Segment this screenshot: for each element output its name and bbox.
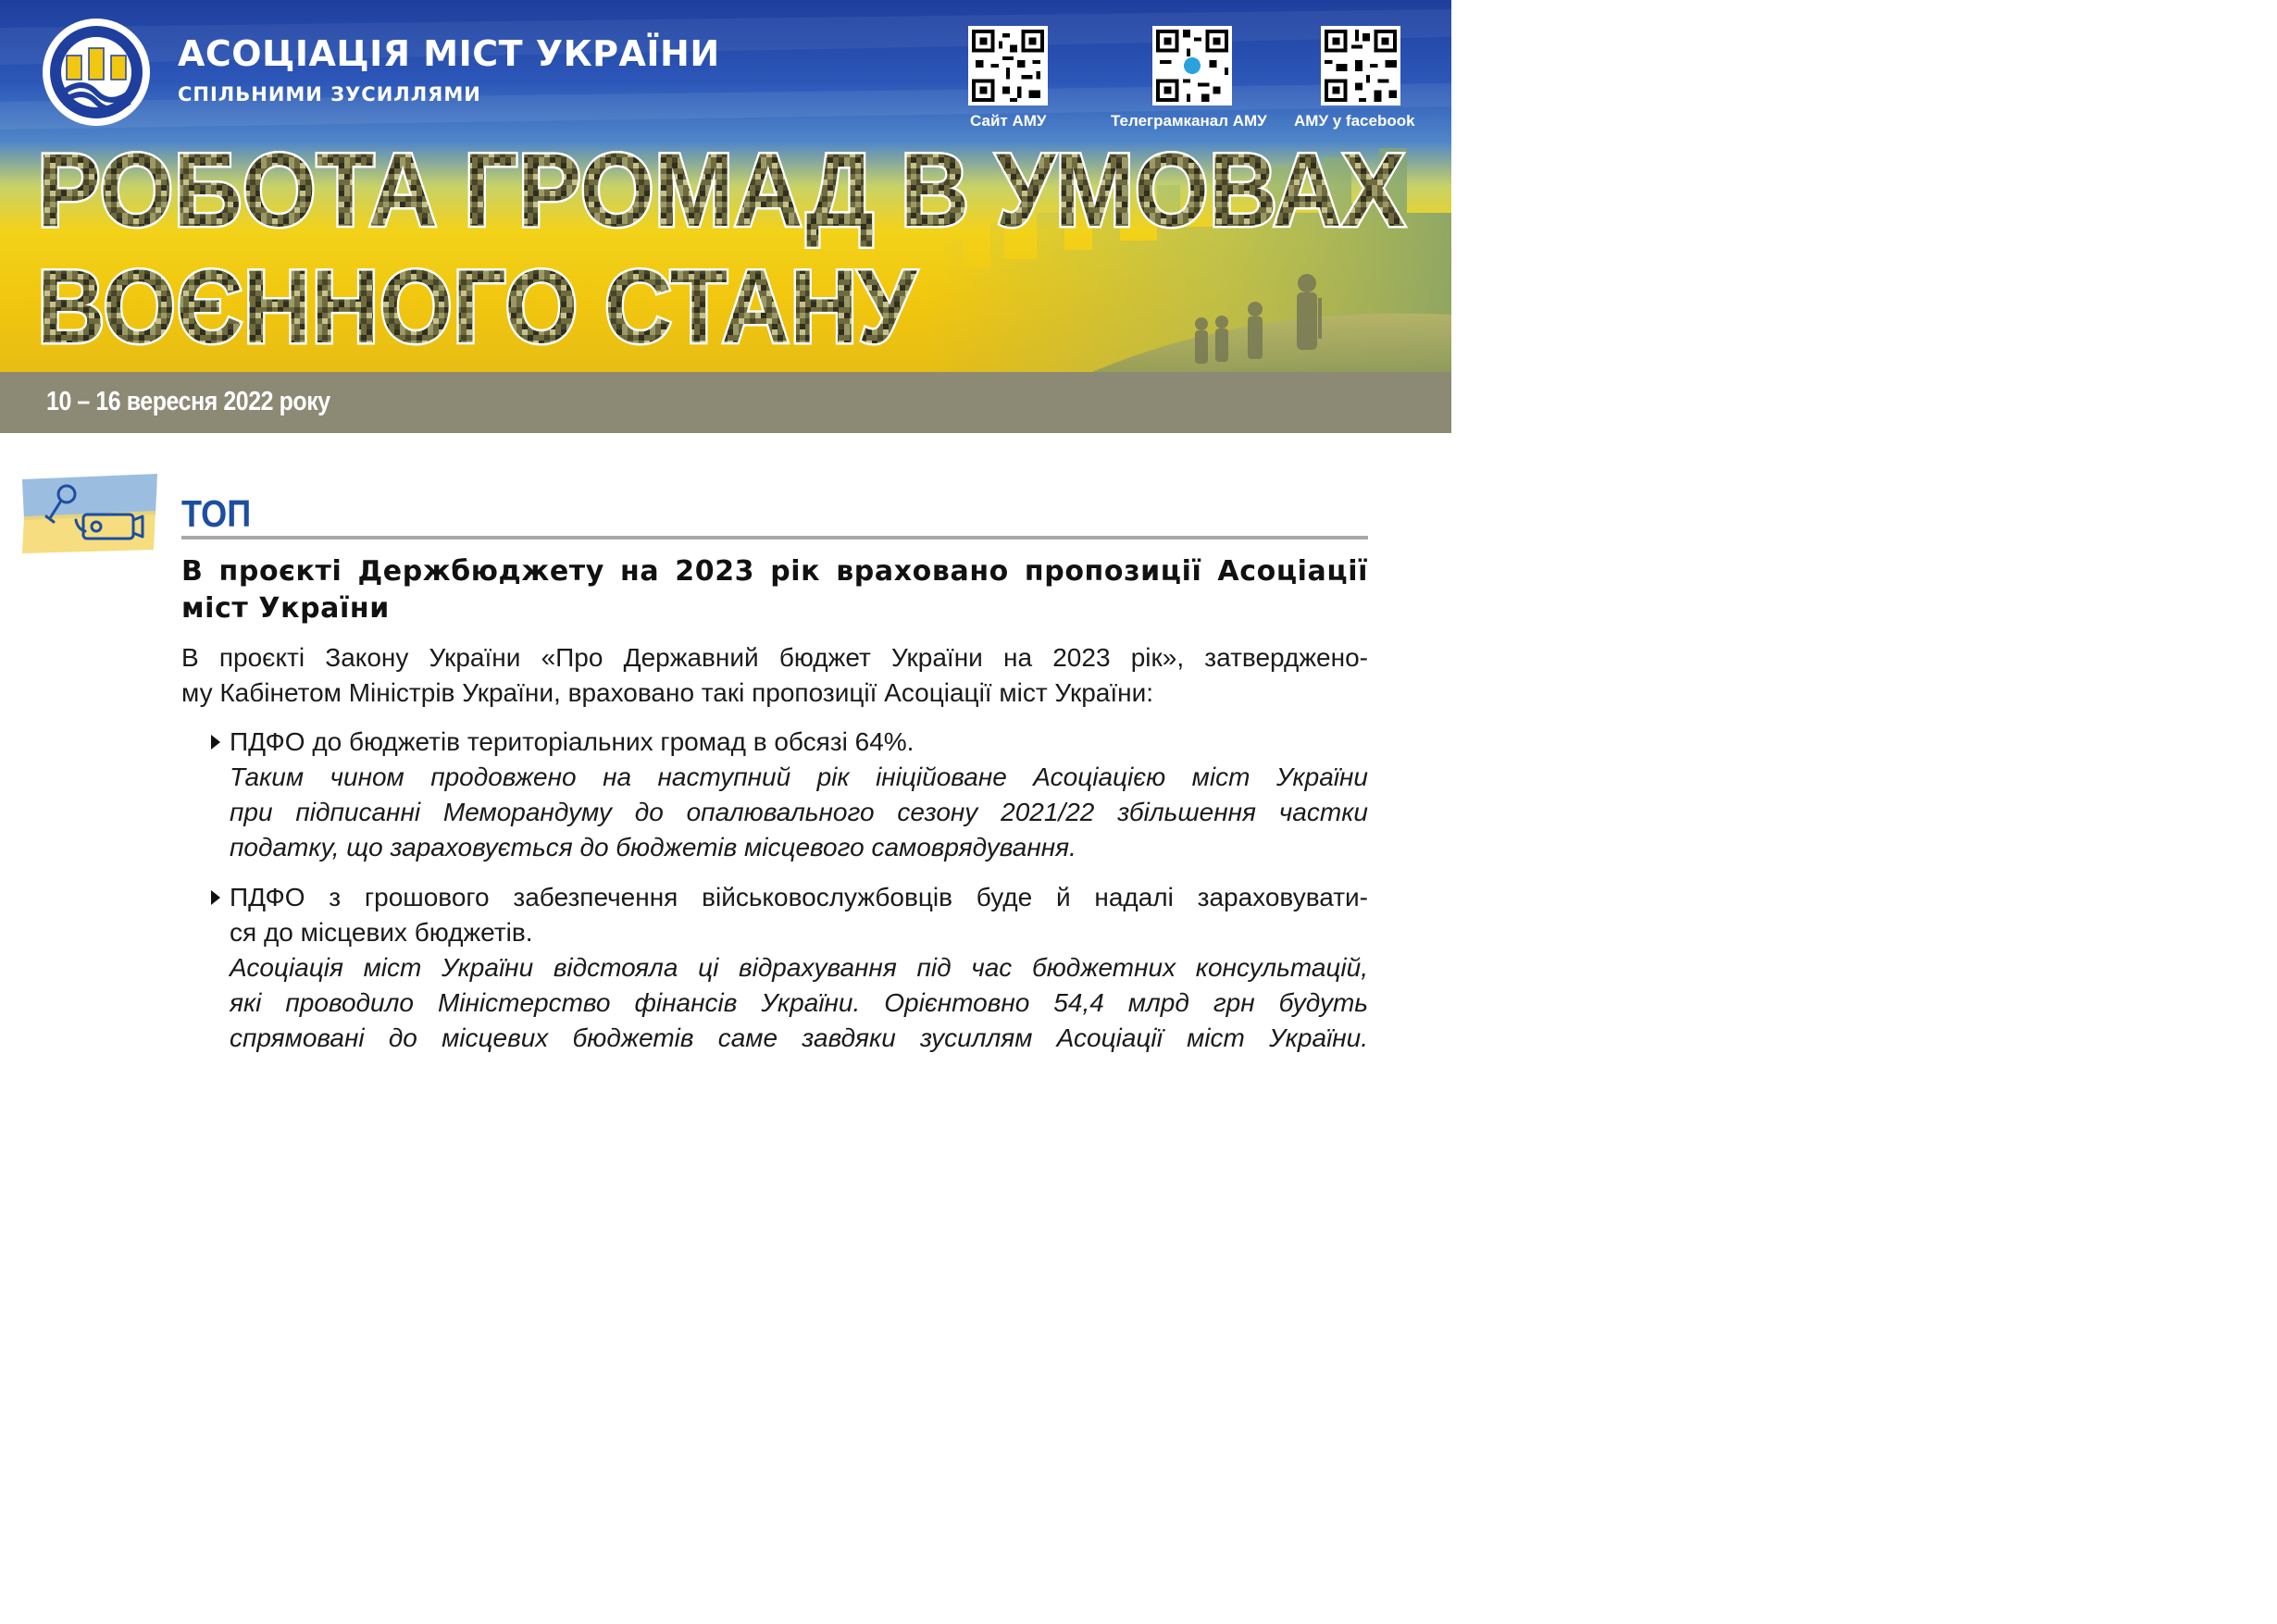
bullet-line: ся до місцевих бюджетів. bbox=[230, 918, 533, 947]
bullet-note-line: при підписанні Меморандуму до опалювального сезону 2021/22 збільшення частки bbox=[230, 798, 1368, 826]
bullet-arrow-icon bbox=[211, 890, 220, 905]
headline bbox=[33, 135, 1422, 357]
microphone-camera-icon bbox=[20, 472, 159, 553]
article-title-line: міст України bbox=[181, 592, 390, 625]
article-title-line: В проєкті Держбюджету на 2023 рік враховано пропозиції Асоціації bbox=[181, 555, 1368, 588]
bullet-line: ПДФО з грошового забезпечення військовослужбовців буде й надалі зараховувати- bbox=[230, 883, 1368, 911]
header-banner bbox=[0, 0, 1451, 372]
qr-code-facebook[interactable] bbox=[1321, 26, 1400, 105]
qr-code-icon bbox=[1321, 26, 1400, 105]
headline-line-1: РОБОТА ГРОМАД В УМОВАХ bbox=[37, 135, 1405, 248]
qr-code-icon bbox=[1152, 26, 1232, 105]
association-logo bbox=[41, 17, 152, 128]
org-name: АСОЦІАЦІЯ МІСТ УКРАЇНИ bbox=[178, 33, 720, 74]
qr-code-icon bbox=[968, 26, 1048, 105]
qr-label-site: Сайт АМУ bbox=[970, 112, 1047, 130]
bullet-arrow-icon bbox=[211, 735, 220, 750]
qr-label-facebook: АМУ у facebook bbox=[1294, 112, 1415, 130]
qr-code-telegram[interactable] bbox=[1152, 26, 1232, 105]
bullet-note-line: Асоціація міст України відстояла ці відрахування під час бюджетних консультацій, bbox=[230, 953, 1368, 982]
section-title: ТОП bbox=[181, 492, 252, 535]
bullet-body bbox=[230, 725, 1368, 865]
article-title bbox=[181, 553, 1368, 627]
bullet-note-line: податку, що зараховується до бюджетів місцевого самоврядування. bbox=[230, 833, 1076, 862]
intro-line: му Кабінетом Міністрів України, враховано такі пропозиції Асоціації міст України: bbox=[181, 678, 1154, 707]
article-intro bbox=[181, 640, 1368, 711]
org-tagline: СПІЛЬНИМИ ЗУСИЛЛЯМИ bbox=[178, 83, 481, 105]
bullet-note-line: які проводило Міністерство фінансів України. Орієнтовно 54,4 млрд грн будуть bbox=[230, 988, 1368, 1017]
section-divider bbox=[181, 536, 1368, 539]
date-strip bbox=[0, 372, 1451, 433]
bullet-note-line: Таким чином продовжено на наступний рік ініційоване Асоціацією міст України bbox=[230, 762, 1368, 791]
issue-date: 10 – 16 вересня 2022 року bbox=[46, 387, 330, 416]
intro-line: В проєкті Закону України «Про Державний бюджет України на 2023 рік», затверджено- bbox=[181, 643, 1368, 672]
qr-label-telegram: Телеграмканал АМУ bbox=[1111, 112, 1267, 130]
qr-code-site[interactable] bbox=[968, 26, 1048, 105]
bullet-note-line: спрямовані до місцевих бюджетів саме завдяки зусиллям Асоціації міст України. bbox=[230, 1023, 1368, 1052]
headline-line-2: ВОЄННОГО СТАНУ bbox=[37, 249, 918, 357]
bullet-line: ПДФО до бюджетів територіальних громад в обсязі 64%. bbox=[230, 727, 915, 756]
bullet-body bbox=[230, 880, 1368, 1056]
